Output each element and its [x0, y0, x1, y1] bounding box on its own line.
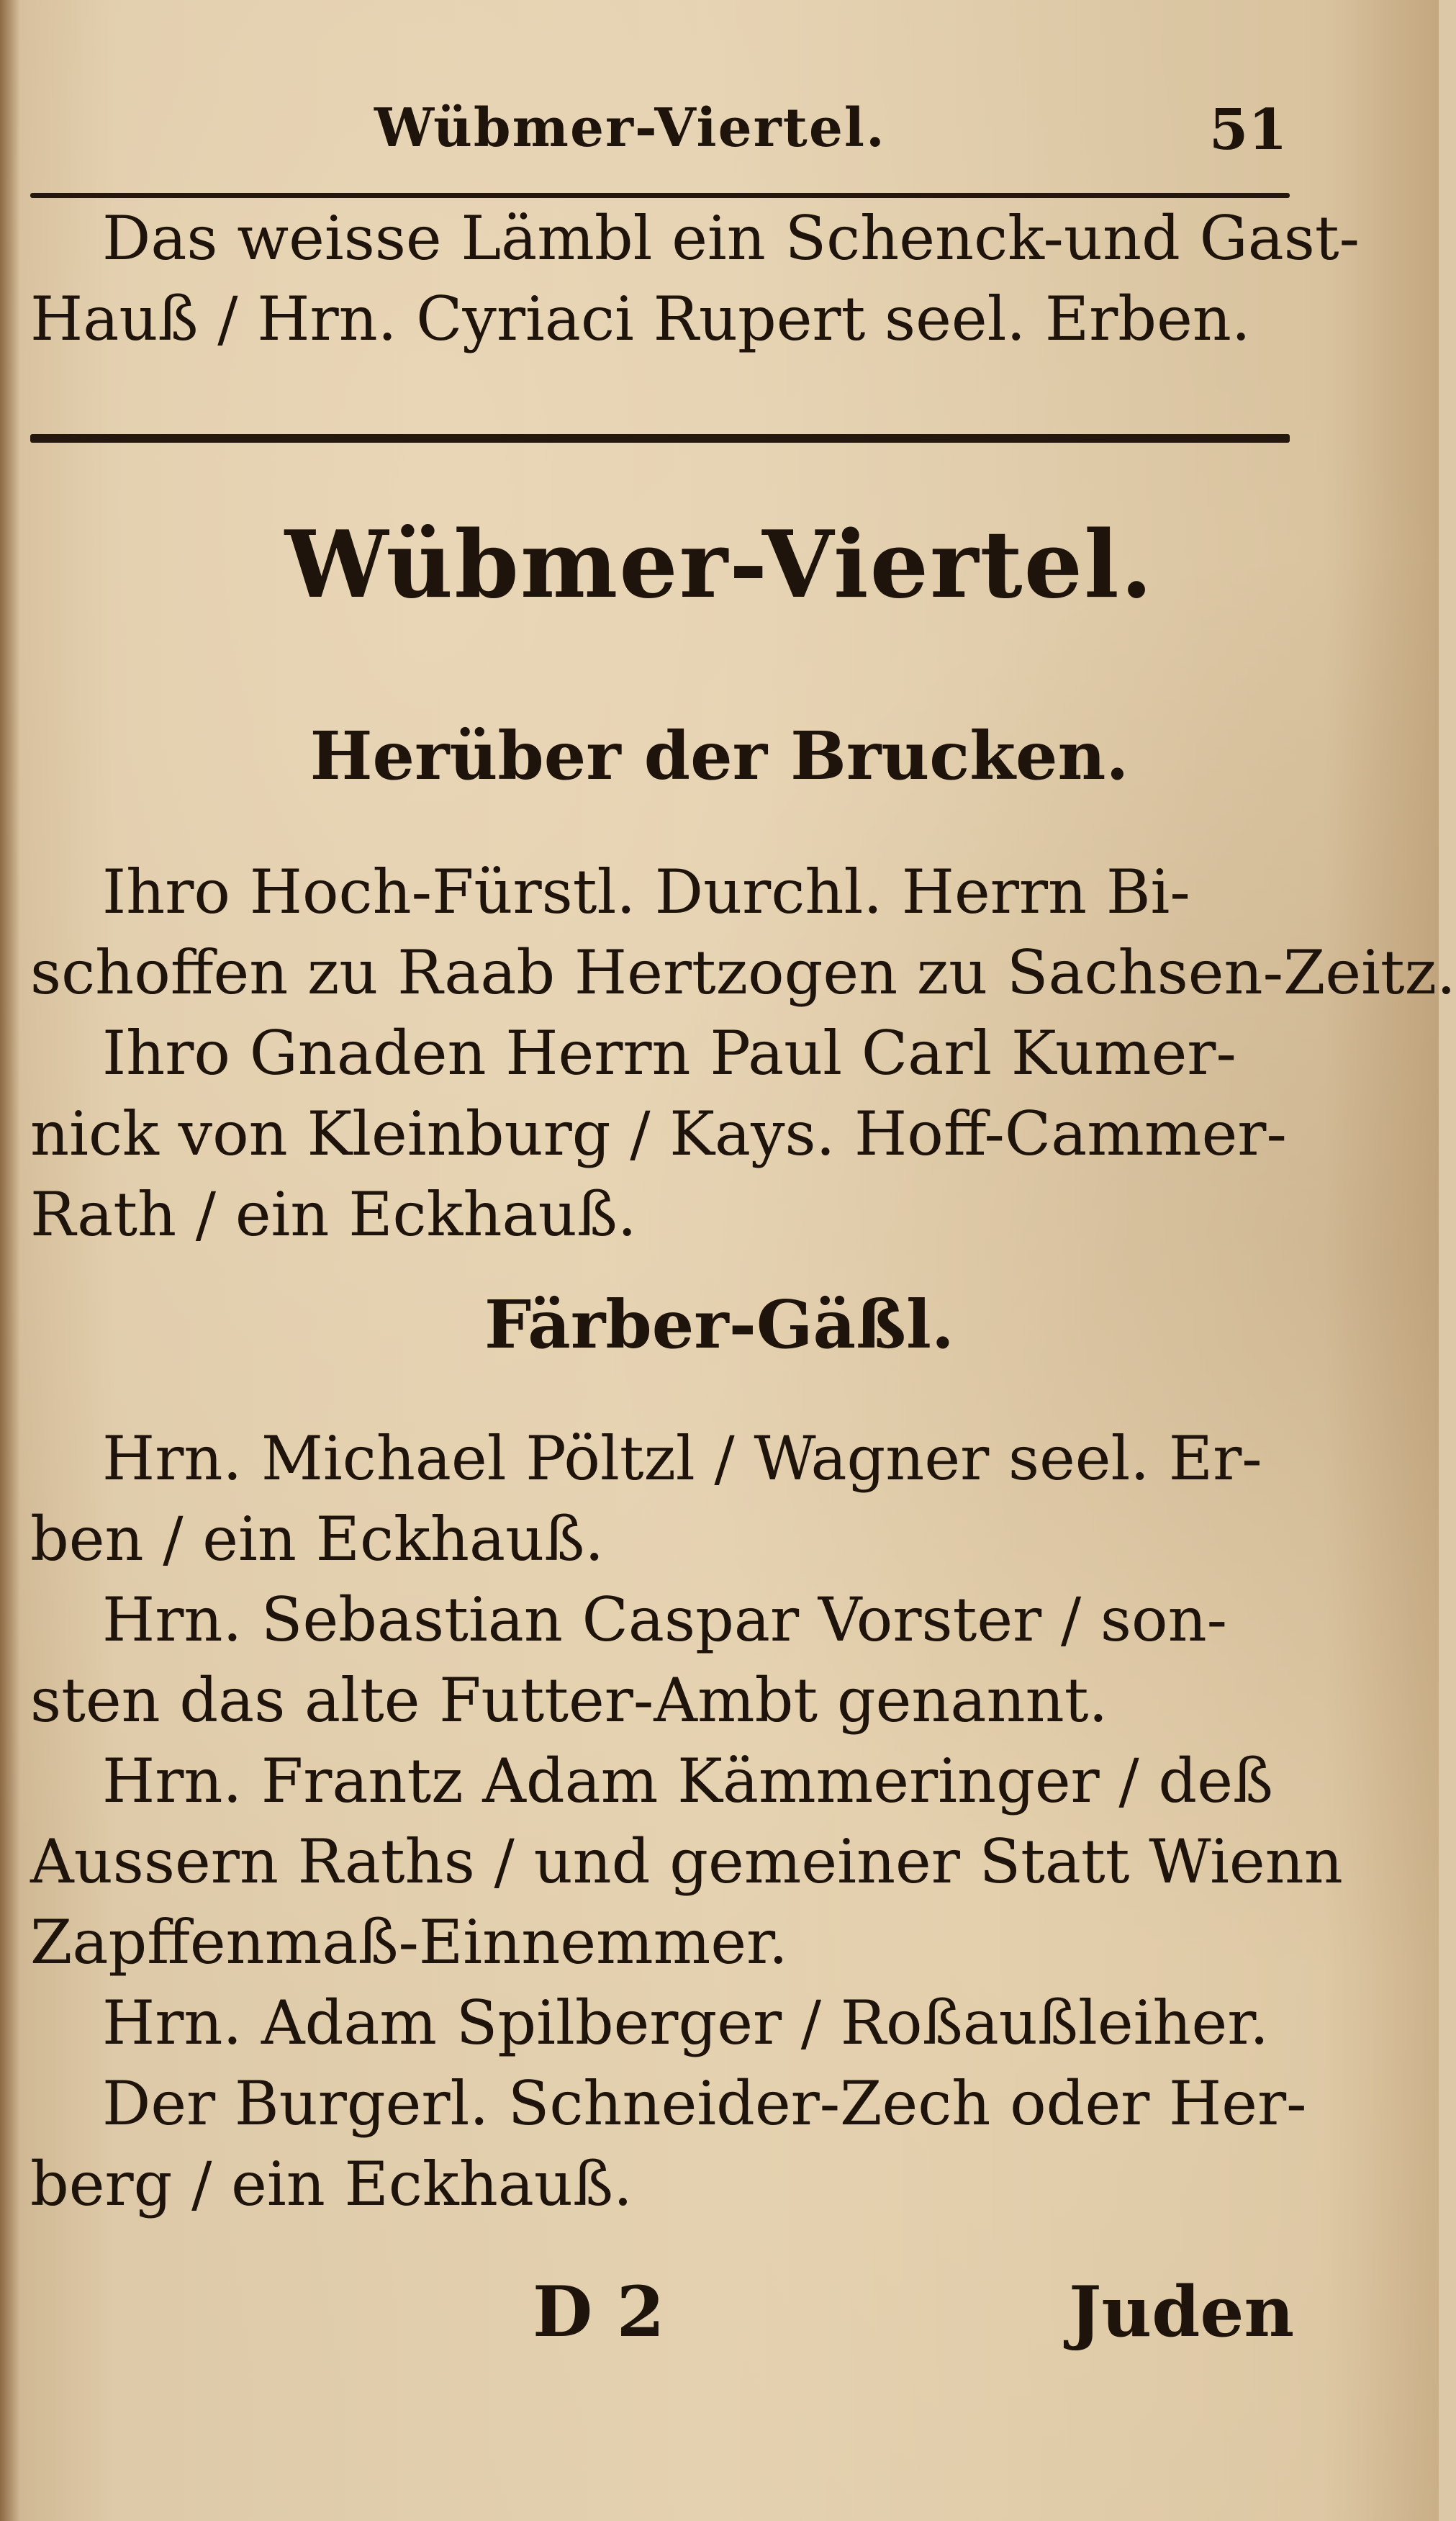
- text-line: Hrn. Sebastian Caspar Vorster / son-: [102, 1584, 1228, 1655]
- header-rule: [30, 193, 1290, 198]
- page-footer: [0, 2271, 1439, 2372]
- text-line: Das weisse Lämbl ein Schenck-und Gast-: [102, 203, 1360, 274]
- text-line: Ihro Gnaden Herrn Paul Carl Kumer-: [102, 1018, 1236, 1088]
- text-line: Hrn. Frantz Adam Kämmeringer / deß: [102, 1746, 1274, 1816]
- running-title: Wübmer-Viertel.: [374, 97, 886, 159]
- page-number: 51: [1209, 97, 1288, 163]
- text-line: Hrn. Adam Spilberger / Roßaußleiher.: [102, 1988, 1269, 2058]
- text-line: sten das alte Futter-Ambt genannt.: [30, 1665, 1108, 1736]
- text-line: Hauß / Hrn. Cyriaci Rupert seel. Erben.: [30, 284, 1251, 354]
- entries-faerber-gaessl: [30, 1418, 1343, 2224]
- text-line: Ihro Hoch-Fürstl. Durchl. Herrn Bi-: [102, 857, 1190, 927]
- text-line: schoffen zu Raab Hertzogen zu Sachsen-Zeitz.: [30, 937, 1456, 1008]
- subsection-heading-faerber-gaessl: Färber-Gäßl.: [484, 1286, 954, 1363]
- section-title: Wübmer-Viertel.: [284, 511, 1154, 619]
- subsection-heading-herueber-der-brucken: Herüber der Brucken.: [309, 717, 1129, 795]
- text-line: berg / ein Eckhauß.: [30, 2149, 633, 2219]
- text-line: Zapffenmaß-Einnemmer.: [30, 1907, 788, 1977]
- text-line: nick von Kleinburg / Kays. Hoff-Cammer-: [30, 1099, 1287, 1169]
- text-line: Aussern Raths / und gemeiner Statt Wienn: [30, 1826, 1343, 1897]
- catchword: Juden: [1069, 2271, 1295, 2353]
- text-line: Rath / ein Eckhauß.: [30, 1179, 637, 1250]
- text-line: Der Burgerl. Schneider-Zech oder Her-: [102, 2068, 1307, 2139]
- carryover-entry: [30, 198, 1360, 359]
- section-divider-rule: [30, 434, 1290, 443]
- signature-mark: D 2: [533, 2271, 665, 2353]
- page-gutter-shadow: [0, 0, 20, 2521]
- entries-herueber-der-brucken: [30, 852, 1456, 1255]
- text-line: Hrn. Michael Pöltzl / Wagner seel. Er-: [102, 1423, 1262, 1494]
- text-line: ben / ein Eckhauß.: [30, 1504, 605, 1574]
- running-head: [0, 97, 1439, 169]
